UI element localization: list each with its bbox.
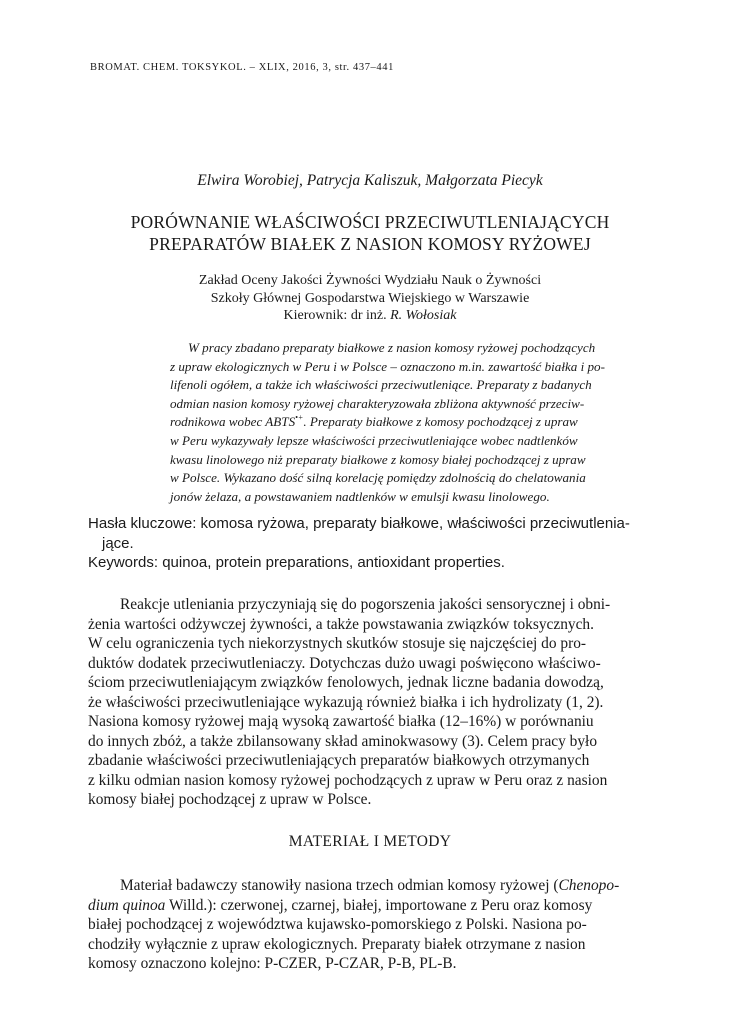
intro-line: do innych zbóż, a także zbilansowany skład aminokwasowy (3). Celem pracy było (88, 732, 598, 750)
title-line: PREPARATÓW BIAŁEK Z NASION KOMOSY RYŻOWEJ (149, 234, 591, 254)
abstract (170, 339, 655, 506)
intro-line: komosy białej pochodzącej z upraw w Polsce. (88, 791, 372, 808)
abstract-text: . Preparaty białkowe z komosy pochodzącej z upraw (303, 414, 578, 430)
abstract-line: lifenoli ogółem, a także ich właściwości przeciwutleniące. Preparaty z badanych (170, 377, 592, 393)
abts-superscript: •+ (295, 413, 304, 423)
abstract-line: z upraw ekologicznych w Peru i w Polsce – oznaczono m.in. zawartość białka i po- (170, 358, 605, 374)
methods-line: komosy oznaczono kolejno: P-CZER, P-CZAR, P-B, PL-B. (88, 955, 457, 972)
abstract-text: rodnikowa wobec ABTS (170, 414, 296, 430)
title-line: PORÓWNANIE WŁAŚCIWOŚCI PRZECIWUTLENIAJĄCYCH (130, 212, 610, 232)
methods-line (88, 896, 651, 916)
abstract-line (170, 413, 655, 432)
species-name: dium quinoa (88, 896, 166, 914)
keywords-english (88, 553, 660, 573)
intro-line: Nasiona komosy ryżowej mają wysoką zawartość białka (12–16%) w porównaniu (88, 713, 594, 730)
article-title (80, 211, 660, 255)
introduction (88, 595, 651, 810)
section-heading: MATERIAŁ I METODY (288, 833, 452, 850)
department-head (90, 307, 650, 325)
keywords-line: jące. (102, 535, 134, 552)
abstract-line: odmian nasion komosy ryżowej charakteryzowała zbliżona aktywność przeciw- (170, 395, 585, 411)
abstract-line: kwasu linolowego niż preparaty białkowe z komosy białej pochodzącej z upraw (170, 451, 586, 467)
abstract-line: w Polsce. Wykazano dość silną korelację pomiędzy zdolnością do chelatowania (170, 470, 586, 486)
methods-text: Materiał badawczy stanowiły nasiona trzech odmian komosy ryżowej ( (120, 877, 559, 894)
affiliation-line: Zakład Oceny Jakości Żywności Wydziału Nauk o Żywności (198, 273, 542, 288)
intro-line: żenia wartości odżywczej żywności, a także powstawania związków toksycznych. (88, 615, 594, 633)
intro-line: ściom przeciwutleniającym związków fenolowych, jednak liczne badania dowodzą, (88, 674, 604, 691)
methods-text: Willd.): czerwonej, czarnej, białej, importowane z Peru oraz komosy (165, 896, 593, 914)
abstract-line: jonów żelaza, a powstawaniem nadtlenków w emulsji kwasu linolowego. (170, 488, 550, 504)
affiliation (90, 272, 650, 325)
keywords-line: Keywords: quinoa, protein preparations, antioxidant properties. (88, 554, 505, 571)
author-list: Elwira Worobiej, Patrycja Kaliszuk, Małgorzata Piecyk (197, 172, 543, 189)
head-name: R. Wołosiak (390, 308, 457, 323)
abstract-line: W pracy zbadano preparaty białkowe z nasion komosy ryżowej pochodzących (188, 340, 596, 355)
species-name: Chenopo- (558, 877, 620, 894)
running-head: BROMAT. CHEM. TOKSYKOL. – XLIX, 2016, 3, str. 437–441 (90, 62, 394, 73)
methods-line: białej pochodzącej z województwa kujawsko-pomorskiego z Polski. Nasiona po- (88, 916, 587, 933)
keywords-line: Hasła kluczowe: komosa ryżowa, preparaty białkowe, właściwości przeciwutlenia- (88, 515, 630, 532)
intro-line: Reakcje utleniania przyczyniają się do pogorszenia jakości sensorycznej i obni- (120, 596, 611, 613)
intro-line: z kilku odmian nasion komosy ryżowej pochodzących z upraw w Peru oraz z nasion (88, 771, 608, 789)
methods-line (88, 876, 651, 896)
methods-paragraph (88, 876, 651, 974)
methods-line: chodziły wyłącznie z upraw ekologicznych. Preparaty białek otrzymane z nasion (88, 935, 586, 953)
head-label: Kierownik: dr inż. (283, 308, 387, 323)
intro-line: W celu ograniczenia tych niekorzystnych skutków stosuje się najczęściej do pro- (88, 635, 587, 652)
keywords-polish (88, 514, 660, 554)
intro-line: zbadanie właściwości przeciwutleniających preparatów białkowych otrzymanych (88, 752, 590, 769)
intro-line: duktów dodatek przeciwutleniaczy. Dotychczas dużo uwagi poświęcono właściwo- (88, 654, 601, 672)
abstract-line: w Peru wykazywały lepsze właściwości przeciwutleniające wobec nadtlenków (170, 432, 578, 448)
intro-line: że właściwości przeciwutleniające wykazują również białka i ich hydrolizaty (1, 2). (88, 693, 604, 711)
affiliation-line: Szkoły Głównej Gospodarstwa Wiejskiego w Warszawie (210, 290, 530, 306)
